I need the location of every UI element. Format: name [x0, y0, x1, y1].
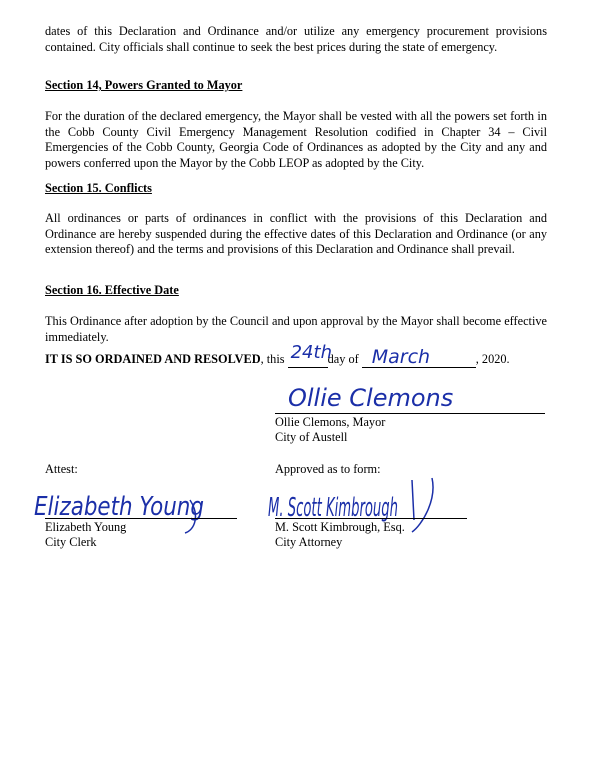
attorney-signature-text: M. Scott Kimbrough	[268, 493, 398, 523]
mayor-name: Ollie Clemons, Mayor	[275, 415, 386, 429]
mayor-org: City of Austell	[275, 430, 348, 444]
day-blank	[288, 342, 332, 368]
section-15-heading: Section 15. Conflicts	[45, 181, 152, 195]
section-16-heading: Section 16. Effective Date	[45, 283, 179, 297]
ordained-line	[45, 342, 510, 368]
day-handwritten: 24th	[290, 342, 332, 363]
ordained-this: , this	[260, 352, 285, 366]
attorney-signature-line	[275, 518, 467, 519]
mayor-signature-line	[275, 413, 545, 414]
clerk-name: Elizabeth Young	[45, 520, 127, 534]
ordained-lead: IT IS SO ORDAINED AND RESOLVED	[45, 352, 261, 366]
section-14-heading: Section 14, Powers Granted to Mayor	[45, 78, 243, 92]
attest-label: Attest:	[45, 462, 78, 476]
clerk-title: City Clerk	[45, 535, 97, 549]
approved-label: Approved as to form:	[275, 462, 381, 476]
section-16-body: This Ordinance after adoption by the Council and upon approval by the Mayor shall become effective immediately.	[45, 314, 547, 344]
attorney-name: M. Scott Kimbrough, Esq.	[275, 520, 405, 534]
section-14-body: For the duration of the declared emergency, the Mayor shall be vested with all the powers set forth in the Cobb County Civil Emergency Management Resolution codified in Chapter 34 – Civil Emergencies of the Cobb County, Georgia Code of Ordinances as adopted by the City and any and powers conferred upon the Mayor by the Cobb LEOP as adopted by the City.	[45, 109, 547, 171]
paragraph-continued: dates of this Declaration and Ordinance and/or utilize any emergency procurement provisions contained. City officials shall continue to seek the best prices during the state of emergency.	[45, 24, 547, 54]
year-text: , 2020.	[475, 352, 510, 366]
clerk-signature-text: Elizabeth Young	[34, 492, 204, 522]
section-15-body: All ordinances or parts of ordinances in conflict with the provisions of this Declaration and Ordinance are hereby suspended during the effective dates of this Declaration and Ordinance (or any extension thereof) and the terms and provisions of this Declaration and Ordinance shall prevail.	[45, 211, 547, 257]
mayor-signature-text: Ollie Clemons	[288, 384, 454, 412]
attorney-title: City Attorney	[275, 535, 343, 549]
mayor-signature	[284, 380, 534, 414]
clerk-signature-line	[45, 518, 237, 519]
day-of-label: day of	[327, 352, 359, 366]
month-blank	[362, 346, 476, 368]
month-handwritten: March	[371, 346, 431, 368]
